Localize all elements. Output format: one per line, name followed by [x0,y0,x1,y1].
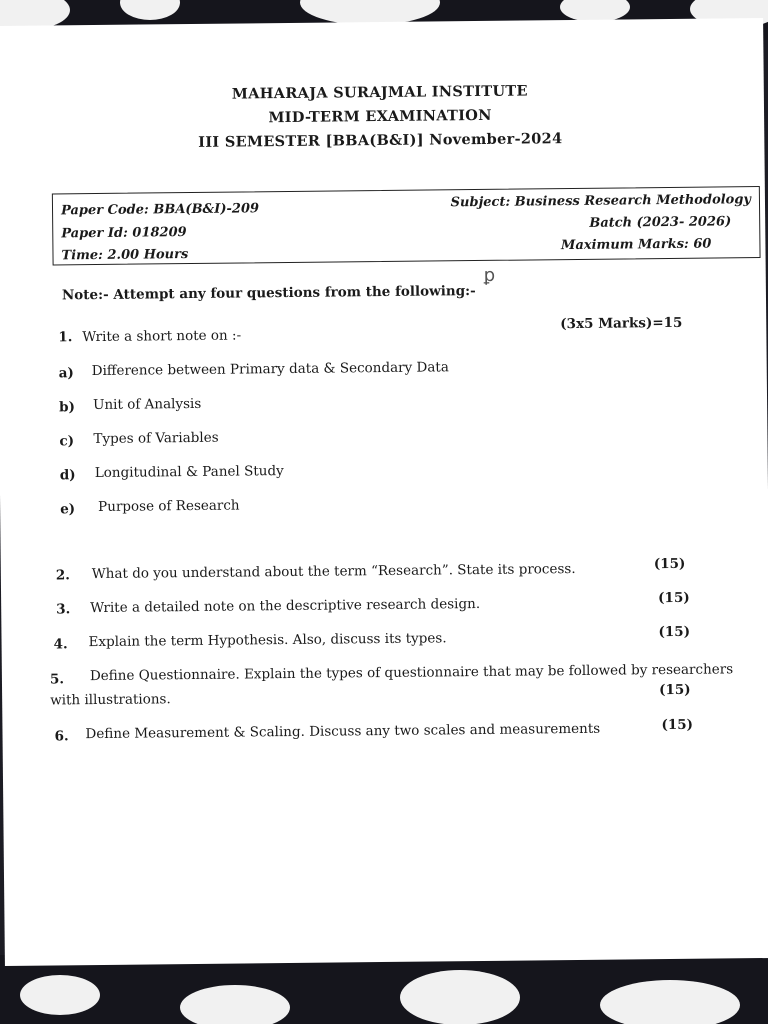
question-marks: (15) [658,623,691,641]
background-pattern [600,980,740,1024]
paper-id: Paper Id: 018209 [61,225,187,242]
maximum-marks: Maximum Marks: 60 [560,236,712,254]
question-text: Write a detailed note on the descriptive research design. [90,596,481,617]
background-pattern [400,970,520,1024]
institute-name: MAHARAJA SURAJMAL INSTITUTE [231,82,528,103]
subpart-text: Difference between Primary data & Secondary Data [91,359,449,380]
subpart-label: e) [60,501,76,518]
paper-info-box [52,186,761,265]
subpart-text: Unit of Analysis [92,395,202,414]
paper-code: Paper Code: BBA(B&I)-209 [60,201,260,219]
batch: Batch (2023- 2026) [589,214,732,231]
question-marks: (15) [661,716,694,734]
pen-mark: ꝑ [483,264,496,286]
question-number: 2. [55,567,71,584]
question-number: 6. [54,728,69,745]
background-pattern [120,0,180,20]
question-text: Define Questionnaire. Explain the types of questionnaire that may be followed by researchers [89,661,734,685]
question-text-continued: with illustrations. [50,691,171,709]
question-text: Write a short note on :- [82,327,242,346]
question-text: Explain the term Hypothesis. Also, discuss its types. [88,630,447,651]
instruction-note: Note:- Attempt any four questions from the following:- [61,283,476,304]
question-number: 3. [56,601,71,618]
subpart-label: a) [58,365,74,382]
question-number: 5. [49,671,65,688]
subpart-text: Purpose of Research [98,497,240,515]
exam-time: Time: 2.00 Hours [61,247,189,264]
subpart-text: Longitudinal & Panel Study [94,463,284,482]
question-text: Define Measurement & Scaling. Discuss any two scales and measurements [85,720,601,743]
question-number: 4. [53,636,68,653]
semester-line: III SEMESTER [BBA(B&I)] November-2024 [198,130,563,151]
background-pattern [20,975,100,1015]
subject: Subject: Business Research Methodology [450,192,752,211]
background-bottom [0,955,768,1024]
question-marks: (3x5 Marks)=15 [560,314,683,333]
question-marks: (15) [653,555,686,573]
subpart-label: d) [59,467,76,484]
subpart-text: Types of Variables [93,429,219,448]
subpart-label: c) [59,433,75,450]
subpart-label: b) [59,399,76,416]
background-pattern [180,985,290,1024]
exam-paper [0,18,768,966]
exam-title: MID-TERM EXAMINATION [268,106,492,127]
question-marks: (15) [659,681,691,699]
question-marks: (15) [658,589,690,607]
question-number: 1. [58,329,73,346]
question-text: What do you understand about the term “Research”. State its process. [91,560,576,583]
